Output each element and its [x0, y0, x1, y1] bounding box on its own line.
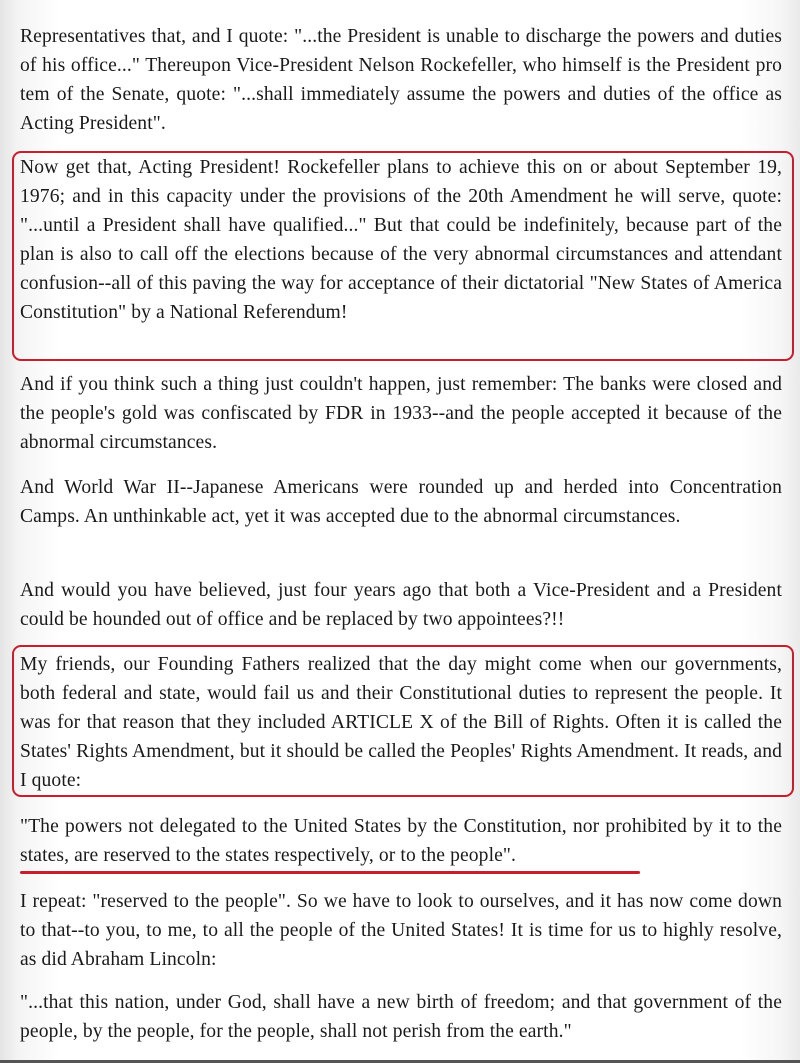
paragraph-banks-closed: And if you think such a thing just couldn't happen, just remember: The banks were closed and the people's gold was confiscated by FDR in 1933--and the people accepted it because of the abnormal circumstances.: [20, 374, 782, 453]
highlight-box-acting-president: [12, 151, 794, 361]
paragraph-four-years-ago: And would you have believed, just four years ago that both a Vice-President and a President could be hounded out of office and be replaced by two appointees?!!: [20, 580, 782, 630]
paragraph-founding-fathers: My friends, our Founding Fathers realized that the day might come when our governments, both federal and state, would fail us and their Constitutional duties to represent the people. It was for that reason that they included ARTICLE X of the Bill of Rights. Often it is called the States' Rights Amendment, but it should be called the Peoples' Rights Amendment. It reads, and I quote:: [20, 654, 782, 791]
paragraph-lincoln-quote: "...that this nation, under God, shall have a new birth of freedom; and that government of the people, by the people, for the people, shall not perish from the earth.": [20, 992, 782, 1042]
underline-mark: [20, 871, 640, 874]
paragraph-acting-president: Now get that, Acting President! Rockefeller plans to achieve this on or about September 19, 1976; and in this capacity under the provisions of the 20th Amendment he will serve, quote: "...until a President shall have qualified..." But that could be indefinitely, because part of the plan is also to call off the elections because of the very abnormal circumstances and attendant confusion--all of this paving the way for acceptance of their dictatorial "New States of America Constitution" by a National Referendum!: [20, 157, 782, 323]
paragraph-article-x-quote: "The powers not delegated to the United States by the Constitution, nor prohibited by it to the states, are reserved to the states respectively, or to the people".: [20, 816, 782, 866]
paragraph-world-war-ii: And World War II--Japanese Americans were rounded up and herded into Concentration Camps. An unthinkable act, yet it was accepted due to the abnormal circumstances.: [20, 477, 782, 527]
paragraph-reserved-to-people: I repeat: "reserved to the people". So we have to look to ourselves, and it has now come down to that--to you, to me, to all the people of the United States! It is time for us to highly resolve, as did Abraham Lincoln:: [20, 891, 782, 970]
paragraph-quote-president-unable: Representatives that, and I quote: "...the President is unable to discharge the powers and duties of his office..." Thereupon Vice-President Nelson Rockefeller, who himself is the President pro tem of the Senate, quote: "...shall immediately assume the powers and duties of the office as Acting President".: [20, 26, 782, 134]
highlight-box-founding-fathers: [12, 645, 794, 797]
